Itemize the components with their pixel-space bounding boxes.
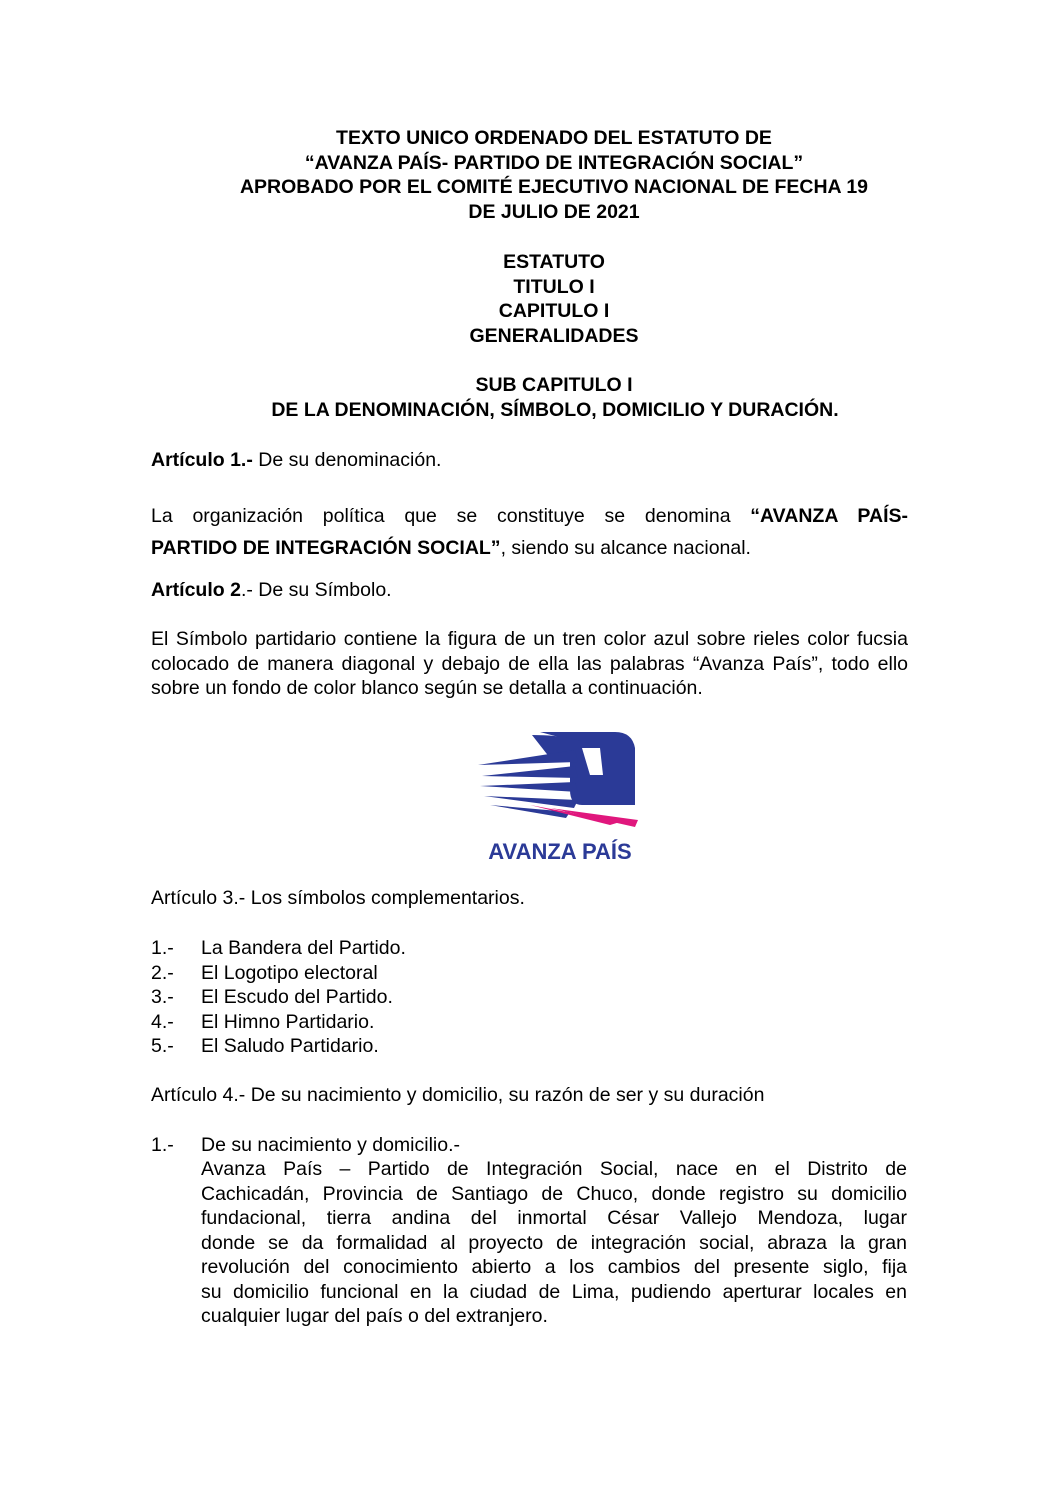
article-4-item-text bbox=[201, 1157, 907, 1329]
list-number: 3.- bbox=[151, 986, 174, 1008]
text-line: Avanza País – Partido de Integración Social, nace en el Distrito de bbox=[201, 1158, 907, 1180]
text-line: revolución del conocimiento abierto a los cambios del presente siglo, fija bbox=[201, 1256, 907, 1278]
title-line: DE JULIO DE 2021 bbox=[468, 200, 640, 223]
text-line: cualquier lugar del país o del extranjero. bbox=[201, 1305, 548, 1327]
article-1-text-part: La organización política que se constituye se denomina bbox=[151, 505, 751, 527]
article-1-title: De su denominación. bbox=[252, 449, 442, 471]
text-line: donde se da formalidad al proyecto de integración social, abraza la gran bbox=[201, 1231, 907, 1254]
document-title bbox=[150, 126, 958, 224]
article-2-label: Artículo 2 bbox=[151, 579, 241, 601]
list-text: De su nacimiento y domicilio.- bbox=[201, 1134, 461, 1156]
list-text: El Himno Partidario. bbox=[201, 1010, 375, 1033]
list-item bbox=[151, 985, 406, 1010]
text-line: Cachicadán, Provincia de Santiago de Chuco, donde registro su domicilio bbox=[201, 1182, 907, 1205]
article-4-heading: Artículo 4.- De su nacimiento y domicilio, su razón de ser y su duración bbox=[151, 1084, 765, 1106]
list-number: 1.- bbox=[151, 1134, 174, 1156]
list-item bbox=[151, 961, 406, 986]
text-line: su domicilio funcional en la ciudad de Lima, pudiendo aperturar locales en bbox=[201, 1280, 907, 1303]
list-item bbox=[151, 1133, 460, 1158]
list-text: El Logotipo electoral bbox=[201, 961, 378, 984]
list-text: La Bandera del Partido. bbox=[201, 937, 406, 959]
subchapter-heading: SUB CAPITULO I bbox=[475, 374, 633, 396]
article-2-heading bbox=[151, 578, 908, 603]
capitulo-heading: CAPITULO I bbox=[498, 300, 610, 322]
list-number: 1.- bbox=[151, 937, 174, 959]
list-text: El Saludo Partidario. bbox=[201, 1035, 379, 1057]
generalidades-heading: GENERALIDADES bbox=[469, 324, 639, 347]
article-1-text bbox=[151, 500, 908, 564]
article-1-heading bbox=[151, 448, 908, 473]
text-line: fundacional, tierra andina del inmortal César Vallejo Mendoza, lugar bbox=[201, 1207, 907, 1229]
party-name-part: PARTIDO DE INTEGRACIÓN SOCIAL” bbox=[151, 537, 501, 559]
article-4-list bbox=[151, 1133, 460, 1158]
list-item bbox=[151, 936, 406, 961]
party-logo bbox=[470, 730, 650, 865]
list-text: El Escudo del Partido. bbox=[201, 986, 393, 1008]
title-line: TEXTO UNICO ORDENADO DEL ESTATUTO DE bbox=[336, 127, 772, 149]
title-line: APROBADO POR EL COMITÉ EJECUTIVO NACIONAL DE FECHA 19 bbox=[239, 176, 869, 198]
list-item bbox=[151, 1010, 406, 1035]
article-1-label: Artículo 1.- bbox=[151, 449, 253, 471]
article-3-list bbox=[151, 936, 406, 1059]
logo-text: AVANZA PAÍS bbox=[488, 839, 632, 864]
article-2-title: .- De su Símbolo. bbox=[240, 579, 392, 601]
list-number: 2.- bbox=[151, 961, 174, 984]
list-item bbox=[151, 1034, 406, 1059]
subchapter-title: DE LA DENOMINACIÓN, SÍMBOLO, DOMICILIO Y DURACIÓN. bbox=[271, 398, 839, 421]
article-2-text: El Símbolo partidario contiene la figura de un tren color azul sobre rieles color fucsia colocado de manera diagonal y debajo de ella las palabras “Avanza País”, todo ello sobre un fondo de color blanco según se detalla a continuación. bbox=[151, 628, 908, 699]
subchapter-headings bbox=[150, 373, 958, 422]
list-number: 5.- bbox=[151, 1035, 174, 1057]
titulo-heading: TITULO I bbox=[513, 275, 595, 298]
article-1-text-part: , siendo su alcance nacional. bbox=[500, 537, 751, 559]
train-icon bbox=[478, 732, 638, 827]
article-3-heading: Artículo 3.- Los símbolos complementarios. bbox=[151, 887, 525, 909]
section-headings bbox=[150, 250, 958, 348]
estatuto-heading: ESTATUTO bbox=[503, 251, 605, 273]
list-number: 4.- bbox=[151, 1010, 174, 1033]
party-name-part: “AVANZA PAÍS- bbox=[750, 505, 908, 527]
title-line: “AVANZA PAÍS- PARTIDO DE INTEGRACIÓN SOCIAL” bbox=[304, 151, 804, 174]
